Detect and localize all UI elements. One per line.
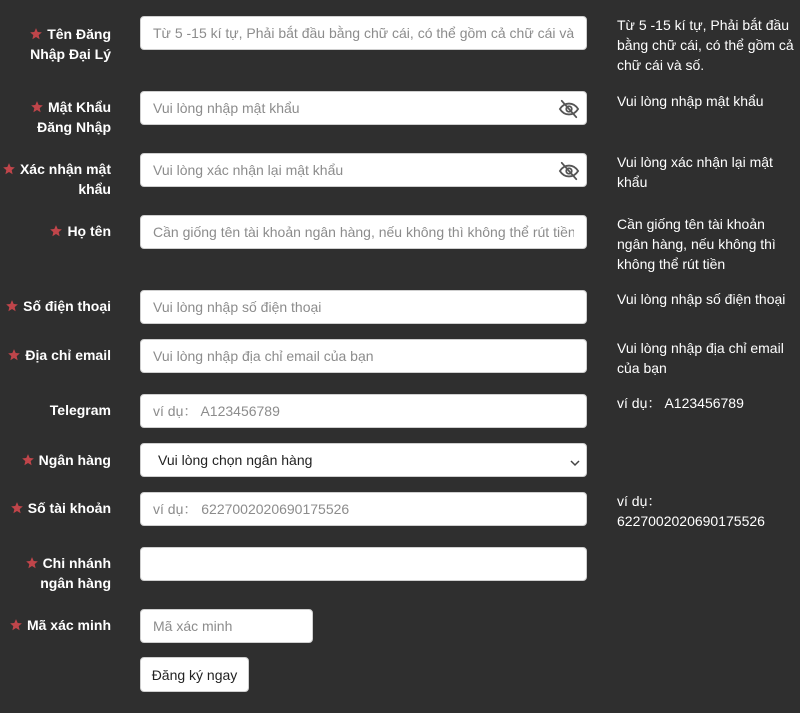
eye-slash-icon[interactable] (558, 161, 580, 181)
username-hint: Từ 5 -15 kí tự, Phải bắt đầu bằng chữ cái, có thể gồm cả chữ cái và số. (617, 17, 794, 73)
password-hint: Vui lòng nhập mật khẩu (617, 93, 764, 109)
bank-select[interactable] (140, 443, 587, 477)
username-input[interactable] (141, 17, 586, 49)
bank-branch-label: Chi nhánh ngân hàng (0, 553, 111, 593)
password-label: Mật Khẩu Đăng Nhập (0, 97, 111, 137)
telegram-input[interactable] (141, 395, 586, 427)
bank-branch-field[interactable] (140, 547, 587, 581)
account-number-field[interactable] (140, 492, 587, 526)
email-field[interactable] (140, 339, 587, 373)
account-number-input[interactable] (141, 493, 586, 525)
fullname-hint: Cần giống tên tài khoản ngân hàng, nếu không thì không thể rút tiền (617, 216, 776, 272)
phone-input[interactable] (141, 291, 586, 323)
required-star-icon (7, 348, 21, 362)
email-label: Địa chỉ email (0, 345, 111, 365)
confirm-password-hint: Vui lòng xác nhận lại mật khẩu (617, 154, 773, 190)
fullname-input[interactable] (141, 216, 586, 248)
confirm-password-field[interactable] (140, 153, 587, 187)
eye-slash-icon[interactable] (558, 99, 580, 119)
chevron-down-icon (570, 455, 580, 465)
confirm-password-label: Xác nhận mật khẩu (0, 159, 111, 199)
bank-branch-input[interactable] (141, 548, 586, 580)
account-number-hint: ví dụ： 6227002020690175526 (617, 493, 765, 529)
bank-select-value: Vui lòng chọn ngân hàng (158, 452, 313, 468)
password-field[interactable] (140, 91, 587, 125)
register-button[interactable]: Đăng ký ngay (140, 657, 249, 692)
account-number-label: Số tài khoản (0, 498, 111, 518)
bank-label: Ngân hàng (0, 450, 111, 470)
required-star-icon (10, 501, 24, 515)
captcha-input[interactable] (141, 610, 312, 642)
captcha-label: Mã xác minh (0, 615, 111, 635)
required-star-icon (9, 618, 23, 632)
phone-hint: Vui lòng nhập số điện thoại (617, 291, 786, 307)
required-star-icon (21, 453, 35, 467)
required-star-icon (49, 224, 63, 238)
username-field[interactable] (140, 16, 587, 50)
required-star-icon (5, 299, 19, 313)
telegram-field[interactable] (140, 394, 587, 428)
confirm-password-input[interactable] (141, 154, 586, 186)
phone-label: Số điện thoại (0, 296, 111, 316)
email-hint: Vui lòng nhập địa chỉ email của bạn (617, 340, 784, 376)
password-input[interactable] (141, 92, 586, 124)
username-label: Tên Đăng Nhập Đại Lý (30, 26, 111, 62)
telegram-label: Telegram (49, 402, 111, 418)
required-star-icon (2, 162, 16, 176)
email-input[interactable] (141, 340, 586, 372)
fullname-field[interactable] (140, 215, 587, 249)
fullname-label: Họ tên (0, 221, 111, 241)
telegram-hint: ví dụ： A123456789 (617, 395, 744, 411)
required-star-icon (25, 556, 39, 570)
required-star-icon (29, 27, 43, 41)
captcha-field[interactable] (140, 609, 313, 643)
required-star-icon (30, 100, 44, 114)
phone-field[interactable] (140, 290, 587, 324)
